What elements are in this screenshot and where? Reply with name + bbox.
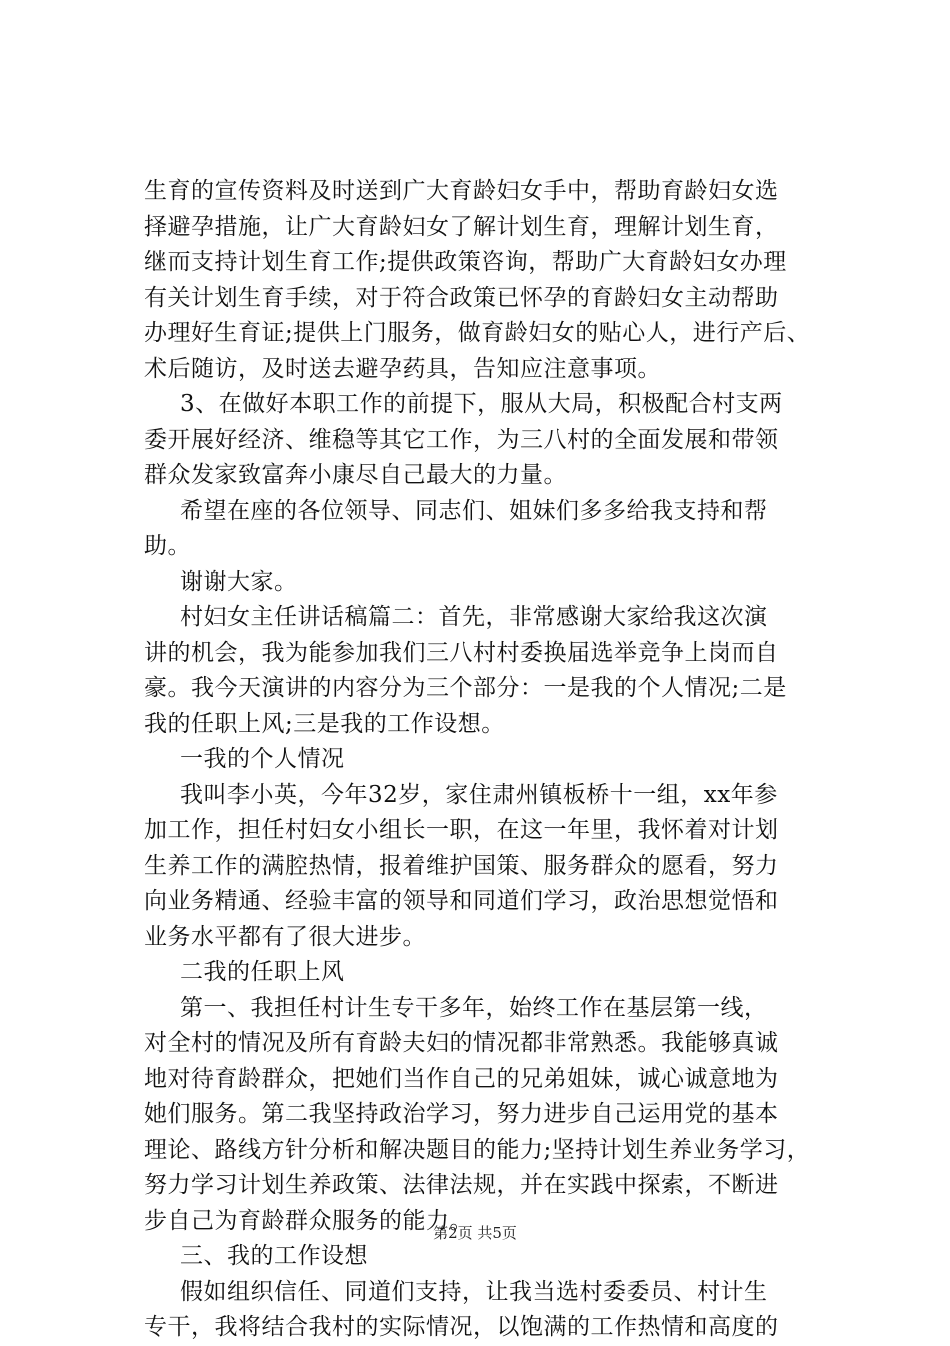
text-line: 加工作，担任村妇女小组长一职，在这一年里，我怀着对计划 bbox=[144, 817, 779, 843]
paragraph-start: 假如组织信任、同道们支持，让我当选村委委员、村计生 bbox=[180, 1278, 768, 1305]
paragraph-start: 村妇女主任讲话稿篇二：首先，非常感谢大家给我这次演 bbox=[180, 604, 768, 630]
section-heading: 一我的个人情况 bbox=[180, 746, 345, 772]
text-line: 地对待育龄群众，把她们当作自己的兄弟姐妹，诚心诚意地为 bbox=[144, 1065, 779, 1092]
paragraph-start: 3、在做好本职工作的前提下，服从大局，积极配合村支两 bbox=[180, 391, 783, 417]
section-heading: 三、我的工作设想 bbox=[180, 1243, 368, 1269]
paragraph-start: 第一、我担任村计生专干多年，始终工作在基层第一线， bbox=[180, 994, 768, 1021]
text-line: 向业务精通、经验丰富的领导和同道们学习，政治思想觉悟和 bbox=[144, 888, 779, 914]
text-line: 有关计划生育手续，对于符合政策已怀孕的育龄妇女主动帮助 bbox=[144, 284, 779, 311]
text-line: 生育的宣传资料及时送到广大育龄妇女手中，帮助育龄妇女选 bbox=[144, 178, 779, 204]
page-number: 第2页 共5页 bbox=[433, 1224, 517, 1242]
text-line: 群众发家致富奔小康尽自己最大的力量。 bbox=[144, 462, 567, 488]
paragraph-start: 谢谢大家。 bbox=[180, 568, 298, 595]
text-line: 对全村的情况及所有育龄夫妇的情况都非常熟悉。我能够真诚 bbox=[144, 1030, 779, 1056]
text-line: 我的任职上风;三是我的工作设想。 bbox=[144, 710, 505, 737]
text-line: 生养工作的满腔热情，报着维护国策、服务群众的愿看，努力 bbox=[144, 852, 779, 879]
document-body bbox=[144, 174, 844, 1346]
text-line: 讲的机会，我为能参加我们三八村村委换届选举竞争上岗而自 bbox=[144, 639, 779, 666]
text-line: 委开展好经济、维稳等其它工作，为三八村的全面发展和带领 bbox=[144, 426, 779, 453]
text-line: 理论、路线方针分析和解决题目的能力;坚持计划生养业务学习， bbox=[144, 1136, 811, 1163]
text-line: 豪。我今天演讲的内容分为三个部分：一是我的个人情况;二是 bbox=[144, 675, 787, 701]
text-line: 业务水平都有了很大进步。 bbox=[144, 923, 426, 950]
text-line: 术后随访，及时送去避孕药具，告知应注意事项。 bbox=[144, 355, 661, 382]
page-footer bbox=[0, 1223, 950, 1243]
paragraph-start: 希望在座的各位领导、同志们、姐妹们多多给我支持和帮 bbox=[180, 497, 768, 524]
paragraph-start: 我叫李小英，今年32岁，家住肃州镇板桥十一组，xx年参 bbox=[180, 781, 778, 808]
text-line: 她们服务。第二我坚持政治学习，努力进步自己运用党的基本 bbox=[144, 1101, 779, 1127]
text-line: 助。 bbox=[144, 533, 191, 559]
text-line: 继而支持计划生育工作;提供政策咨询，帮助广大育龄妇女办理 bbox=[144, 249, 787, 275]
text-line: 办理好生育证;提供上门服务，做育龄妇女的贴心人，进行产后、 bbox=[144, 320, 811, 346]
text-line: 专干，我将结合我村的实际情况，以饱满的工作热情和高度的 bbox=[144, 1314, 779, 1340]
text-line: 努力学习计划生养政策、法律法规，并在实践中探索，不断进 bbox=[144, 1172, 779, 1198]
text-line: 择避孕措施，让广大育龄妇女了解计划生育，理解计划生育， bbox=[144, 213, 779, 240]
text-line: 步自己为育龄群众服务的能力。 bbox=[144, 1207, 473, 1234]
section-heading: 二我的任职上风 bbox=[180, 959, 345, 985]
